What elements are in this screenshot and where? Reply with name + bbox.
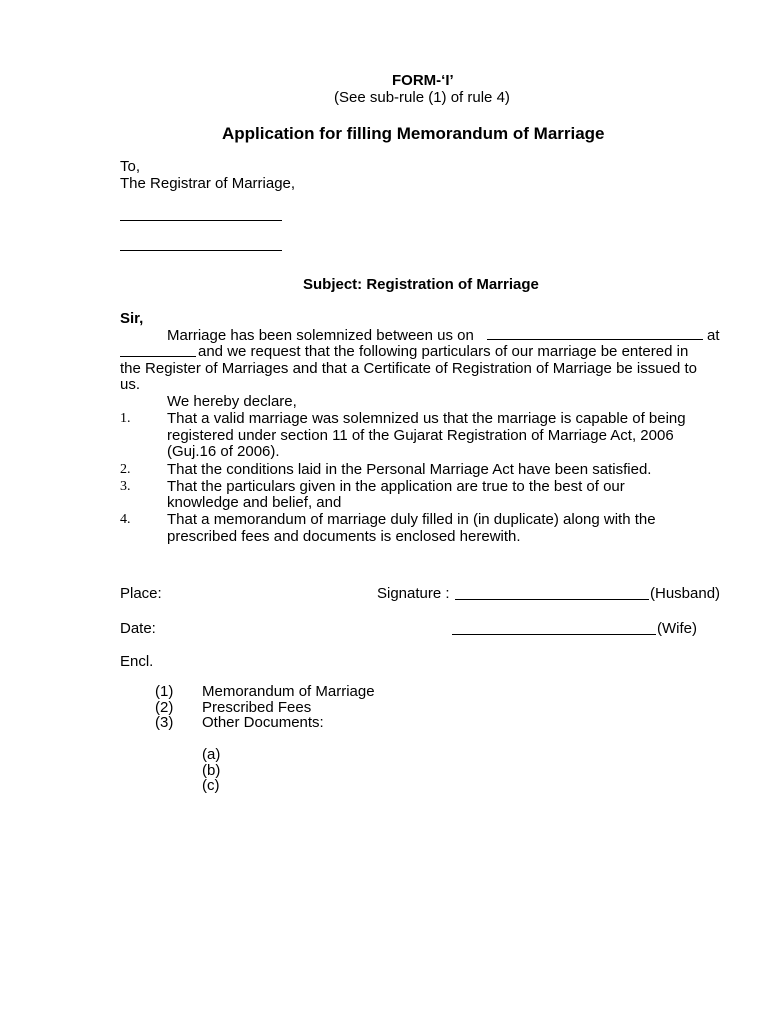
body-at: at [707, 327, 720, 344]
sub-rule-reference: (See sub-rule (1) of rule 4) [334, 89, 510, 106]
declaration-text: knowledge and belief, and [167, 494, 342, 511]
sub-enclosure-item: (c) [202, 777, 220, 794]
addressee-registrar: The Registrar of Marriage, [120, 175, 296, 192]
page-title: Application for filling Memorandum of Marriage [222, 124, 605, 143]
declaration-number: 4. [120, 512, 131, 527]
declaration-text: That a valid marriage was solemnized us that the marriage is capable of being [167, 410, 686, 427]
declaration-text: (Guj.16 of 2006). [167, 443, 280, 460]
enclosure-number: (3) [155, 714, 174, 731]
subject-line: Subject: Registration of Marriage [303, 276, 539, 293]
declaration-text: That the particulars given in the application are true to the best of our [167, 478, 625, 495]
declare-intro: We hereby declare, [167, 393, 297, 410]
enclosure-number: (2) [155, 699, 174, 716]
sub-enclosure-item: (b) [202, 762, 221, 779]
husband-signature-blank[interactable] [455, 599, 649, 600]
enclosure-item: Prescribed Fees [202, 699, 312, 716]
wife-signature-blank[interactable] [452, 634, 656, 635]
addressee-to: To, [120, 158, 141, 175]
wife-label: (Wife) [657, 620, 697, 637]
declaration-number: 1. [120, 411, 131, 426]
marriage-place-blank[interactable] [120, 356, 196, 357]
declaration-number: 3. [120, 479, 131, 494]
enclosure-number: (1) [155, 683, 174, 700]
declaration-text: prescribed fees and documents is enclosed herewith. [167, 528, 521, 545]
enclosure-item: Memorandum of Marriage [202, 683, 375, 700]
body-line-1 [167, 327, 474, 344]
husband-label: (Husband) [650, 585, 721, 602]
declaration-text: That the conditions laid in the Personal Marriage Act have been satisfied. [167, 461, 652, 478]
enclosure-item: Other Documents: [202, 714, 324, 731]
declaration-text: registered under section 11 of the Gujarat Registration of Marriage Act, 2006 [167, 427, 674, 444]
address-blank-line-1[interactable] [120, 220, 282, 221]
signature-label: Signature : [377, 585, 450, 602]
enclosures-label: Encl. [120, 653, 154, 670]
salutation: Sir, [120, 310, 144, 327]
place-label: Place: [120, 585, 162, 602]
marriage-date-blank[interactable] [487, 339, 703, 340]
sub-enclosure-item: (a) [202, 746, 221, 763]
declaration-text: That a memorandum of marriage duly filled in (in duplicate) along with the [167, 511, 656, 528]
form-title: FORM-‘I’ [392, 72, 454, 89]
body-line-1-text: Marriage has been solemnized between us on [167, 327, 474, 344]
body-line-4: us. [120, 376, 141, 393]
body-line-3: the Register of Marriages and that a Certificate of Registration of Marriage be issued to [120, 360, 697, 377]
address-blank-line-2[interactable] [120, 250, 282, 251]
date-label: Date: [120, 620, 156, 637]
body-line-2: and we request that the following particulars of our marriage be entered in [198, 343, 689, 360]
declaration-number: 2. [120, 462, 131, 477]
